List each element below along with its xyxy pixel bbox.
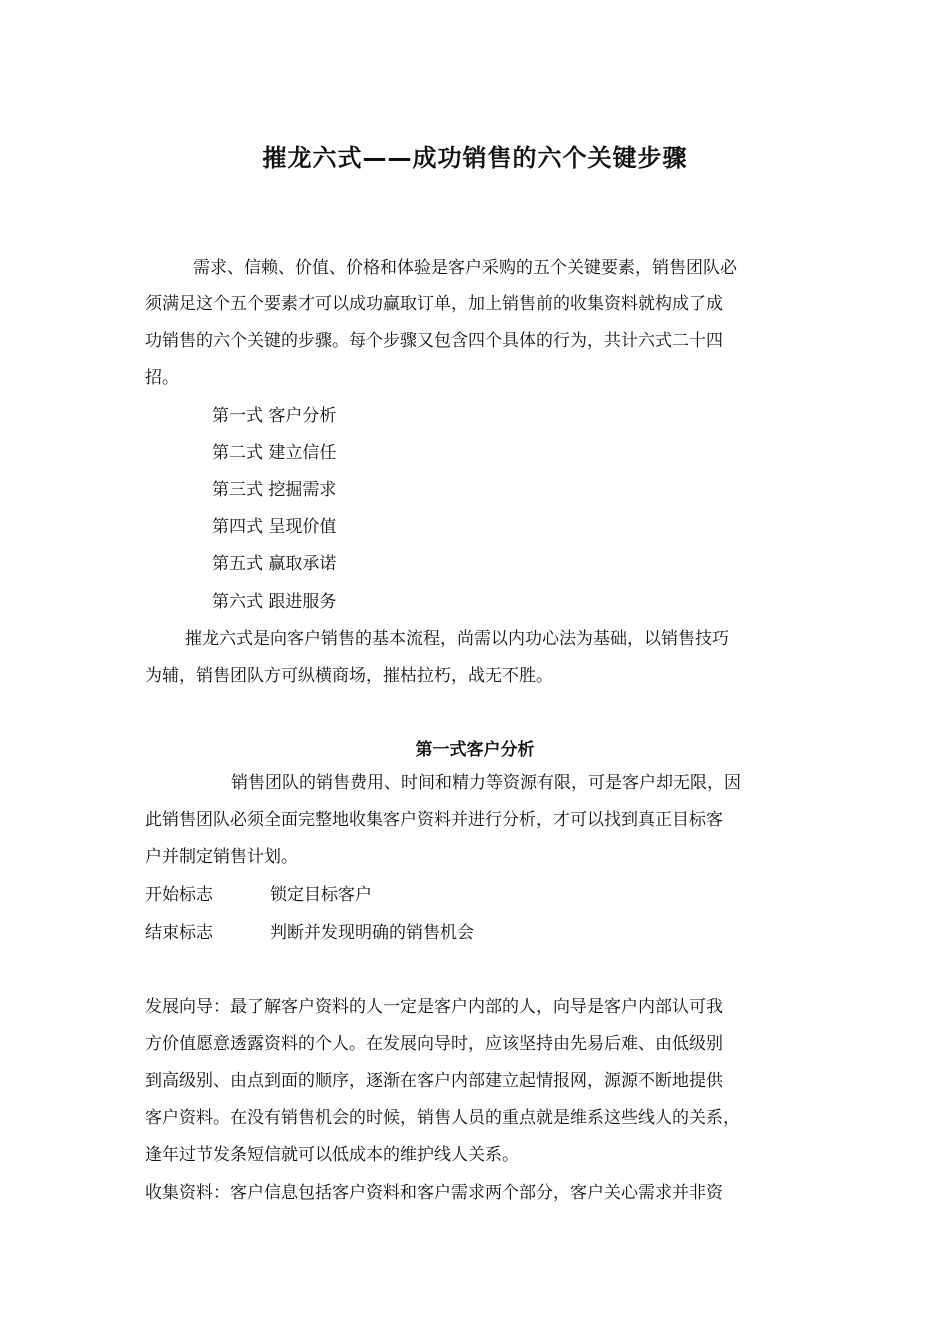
section-para-line-3: 户并制定销售计划。 <box>145 847 298 867</box>
section-para-line-1: 销售团队的销售费用、时间和精力等资源有限，可是客户却无限，因 <box>231 773 741 793</box>
step-item-4: 第四式 呈现价值 <box>212 517 337 537</box>
start-mark-label: 开始标志 <box>145 885 213 905</box>
step-item-6: 第六式 跟进服务 <box>212 592 337 612</box>
collect-line: 收集资料：客户信息包括客户资料和客户需求两个部分，客户关心需求并非资 <box>145 1183 723 1203</box>
intro-line-3: 功销售的六个关键的步骤。每个步骤又包含四个具体的行为，共计六式二十四 <box>145 331 723 351</box>
summary-line-2: 为辅，销售团队方可纵横商场，摧枯拉朽，战无不胜。 <box>145 666 553 686</box>
guide-line-2: 方价值愿意透露资料的个人。在发展向导时，应该坚持由先易后难、由低级别 <box>145 1034 723 1054</box>
start-mark-value: 锁定目标客户 <box>270 885 372 905</box>
guide-line-5: 逢年过节发条短信就可以低成本的维护线人关系。 <box>145 1145 519 1165</box>
step-item-2: 第二式 建立信任 <box>212 443 337 463</box>
intro-line-2: 须满足这个五个要素才可以成功赢取订单，加上销售前的收集资料就构成了成 <box>145 294 723 314</box>
end-mark-value: 判断并发现明确的销售机会 <box>270 923 474 943</box>
guide-line-1: 发展向导：最了解客户资料的人一定是客户内部的人，向导是客户内部认可我 <box>145 997 723 1017</box>
intro-line-4: 招。 <box>145 368 179 388</box>
page-title: 摧龙六式——成功销售的六个关键步骤 <box>262 144 688 172</box>
summary-line-1: 摧龙六式是向客户销售的基本流程，尚需以内功心法为基础，以销售技巧 <box>185 629 729 649</box>
step-item-1: 第一式 客户分析 <box>212 406 337 426</box>
guide-line-3: 到高级别、由点到面的顺序，逐渐在客户内部建立起情报网，源源不断地提供 <box>145 1071 723 1091</box>
step-item-5: 第五式 赢取承诺 <box>212 554 337 574</box>
step-item-3: 第三式 挖掘需求 <box>212 480 337 500</box>
guide-line-4: 客户资料。在没有销售机会的时候，销售人员的重点就是维系这些线人的关系， <box>145 1108 740 1128</box>
intro-line-1: 需求、信赖、价值、价格和体验是客户采购的五个关键要素，销售团队必 <box>193 258 737 278</box>
section-para-line-2: 此销售团队必须全面完整地收集客户资料并进行分析，才可以找到真正目标客 <box>145 810 723 830</box>
section-heading: 第一式客户分析 <box>415 740 535 760</box>
end-mark-label: 结束标志 <box>145 923 213 943</box>
